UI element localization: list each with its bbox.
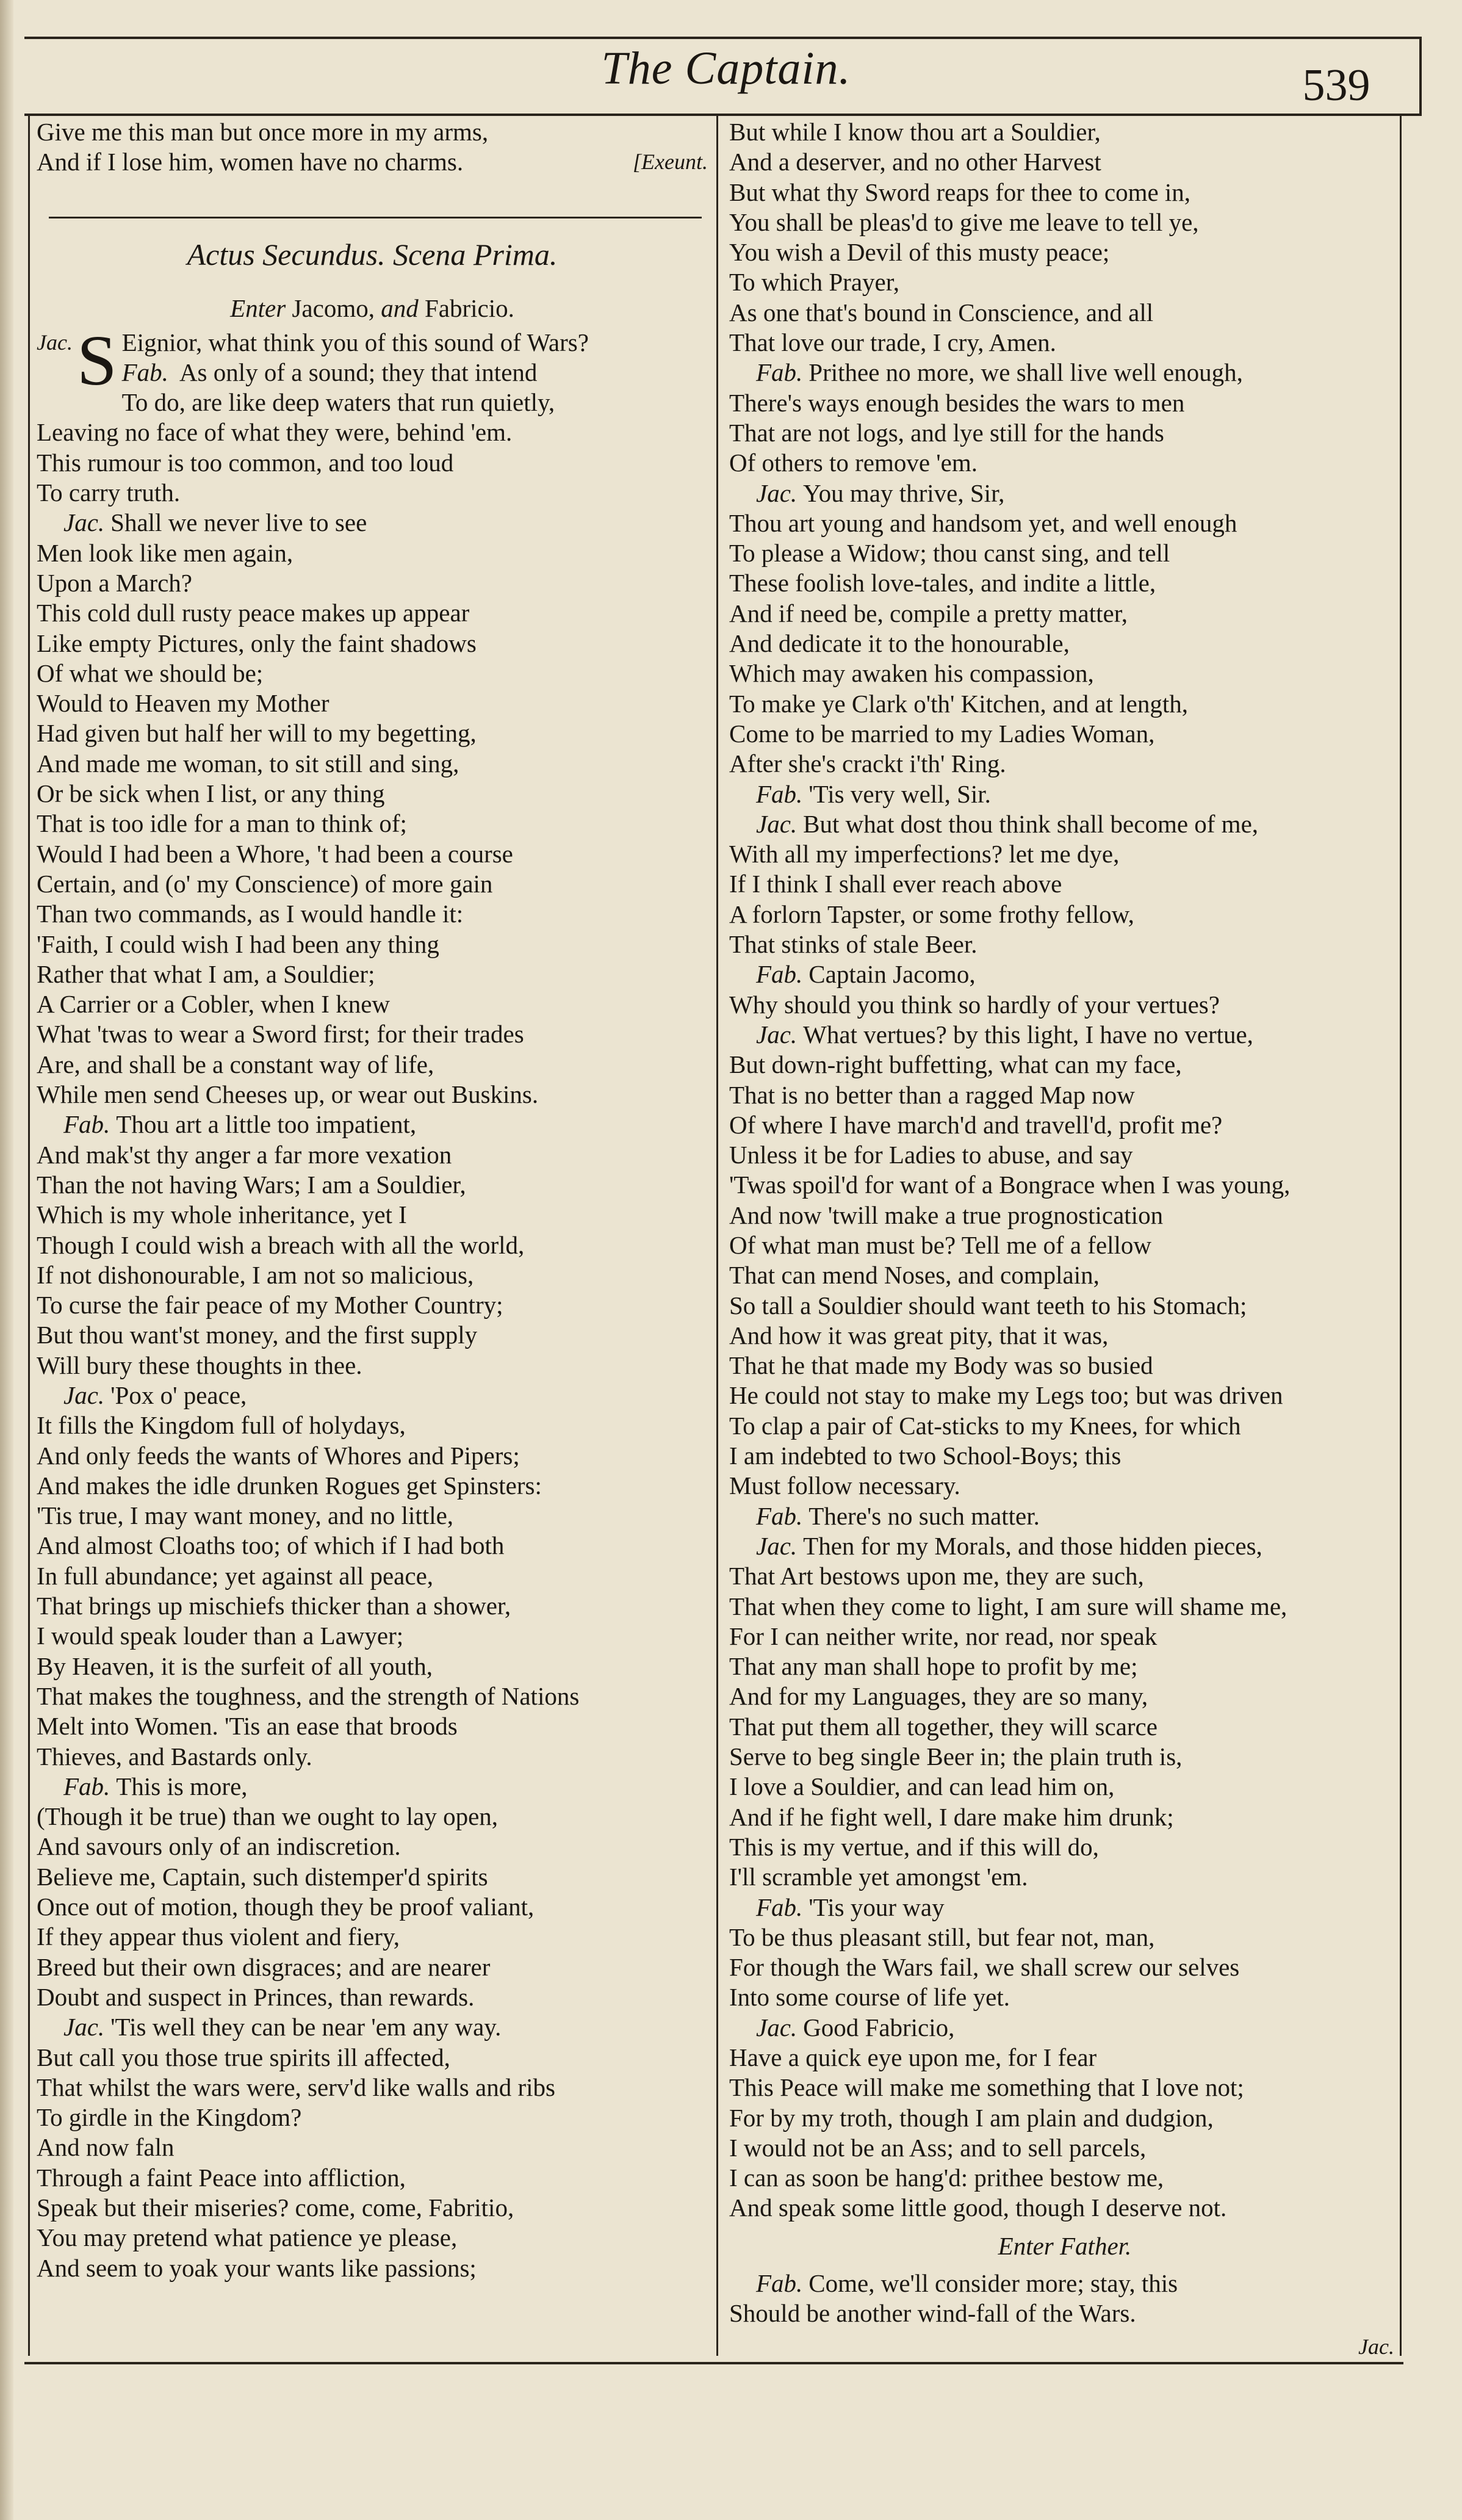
footer-rule (24, 2362, 1403, 2364)
opening-line (37, 147, 708, 177)
verse-line: Though I could wish a breach with all the world, (37, 1230, 525, 1259)
verse-line: Of others to remove 'em. (729, 449, 978, 477)
verse-line: That makes the toughness, and the strength of Nations (37, 1681, 580, 1710)
right-verse-lines (729, 117, 1400, 2328)
verse-line: Would I had been a Whore, 't had been a course (37, 839, 513, 868)
opening-line: Give me this man but once more in my arms, (37, 118, 489, 146)
verse-line: Will bury these thoughts in thee. (37, 1351, 362, 1379)
column-divider-rule (716, 116, 718, 2356)
verse-line: That can mend Noses, and complain, (729, 1261, 1100, 1290)
speaker-tag: Jac. (63, 1381, 105, 1409)
verse-line: To clap a pair of Cat-sticks to my Knees, for which (729, 1411, 1241, 1440)
verse-line: If not dishonourable, I am not so malicious, (37, 1260, 474, 1289)
verse-line: (Though it be true) than we ought to lay open, (37, 1802, 499, 1831)
verse-line: So tall a Souldier should want teeth to his Stomach; (729, 1291, 1247, 1320)
verse-line: Thou art young and handsom yet, and well enough (729, 508, 1237, 537)
verse-line: To be thus pleasant still, but fear not, man, (729, 1922, 1155, 1951)
verse-line: This is my vertue, and if this will do, (729, 1832, 1099, 1861)
verse-line (729, 809, 1400, 839)
verse-line: Come to be married to my Ladies Woman, (729, 719, 1155, 748)
verse-line (37, 1772, 708, 1802)
verse-line: What 'twas to wear a Sword first; for their trades (37, 1020, 524, 1049)
verse-line: While men send Cheeses up, or wear out Buskins. (37, 1080, 539, 1109)
verse-line: Doubt and suspect in Princes, than rewards. (37, 1982, 475, 2011)
verse-line: Should be another wind-fall of the Wars. (729, 2299, 1136, 2328)
verse-line (37, 1381, 708, 1410)
verse-text: Prithee no more, we shall live well enough, (808, 358, 1243, 387)
speaker-tag: Fab. (63, 1110, 110, 1139)
verse-line: And savours only of an indiscretion. (37, 1832, 401, 1861)
verse-line: Than the not having Wars; I am a Souldier, (37, 1170, 466, 1199)
verse-line (729, 959, 1400, 989)
verse-line: I can as soon be hang'd: prithee bestow me, (729, 2164, 1164, 2192)
verse-line: It fills the Kingdom full of holydays, (37, 1411, 406, 1440)
verse-line (37, 1110, 708, 1139)
verse-line: Certain, and (o' my Conscience) of more gain (37, 869, 493, 898)
verse-line: And for my Languages, they are so many, (729, 1682, 1148, 1711)
speaker-tag: Fab. (756, 2269, 803, 2297)
verse-line: Would to Heaven my Mother (37, 689, 329, 718)
running-title: The Captain. (601, 43, 851, 94)
verse-line: Than two commands, as I would handle it: (37, 900, 464, 928)
verse-line: That Art bestows upon me, they are such, (729, 1562, 1144, 1590)
verse-line: Like empty Pictures, only the faint shadows (37, 629, 477, 657)
verse-text: As only of a sound; they that intend (179, 358, 538, 386)
spacer (37, 178, 708, 220)
verse-line: That whilst the wars were, serv'd like walls and ribs (37, 2073, 555, 2101)
drop-capital: S (77, 320, 117, 400)
verse-line: If they appear thus violent and fiery, (37, 1922, 400, 1951)
header-right-rule (1419, 37, 1422, 116)
verse-line: And dedicate it to the honourable, (729, 629, 1070, 658)
verse-line: You shall be pleas'd to give me leave to tell ye, (729, 208, 1199, 236)
verse-line: That is no better than a ragged Map now (729, 1080, 1135, 1109)
verse-line: That put them all together, they will scarce (729, 1712, 1158, 1741)
verse-line: To please a Widow; thou canst sing, and tell (729, 539, 1170, 568)
verse-line: A forlorn Tapster, or some frothy fellow, (729, 900, 1134, 928)
verse-line: To curse the fair peace of my Mother Country; (37, 1291, 503, 1320)
character-name: Fabricio. (424, 294, 514, 322)
verse-line: But thou want'st money, and the first supply (37, 1321, 478, 1349)
character-name: Jacomo, (292, 294, 375, 322)
verse-line: Thieves, and Bastards only. (37, 1742, 312, 1771)
speaker-tag: Jac. (756, 478, 798, 507)
verse-line: And mak'st thy anger a far more vexation (37, 1140, 452, 1169)
speaker-tag: Fab. (756, 1893, 803, 1921)
verse-text: This is more, (116, 1772, 248, 1800)
verse-line: Must follow necessary. (729, 1471, 960, 1500)
verse-line (729, 478, 1400, 508)
verse-text: Shall we never live to see (110, 508, 367, 537)
entrance-direction (37, 289, 708, 328)
verse-text: Then for my Morals, and those hidden pieces, (803, 1531, 1262, 1560)
header-bottom-rule (24, 114, 1422, 116)
speaker-tag: Fab. (756, 1501, 803, 1530)
verse-line: Rather that what I am, a Souldier; (37, 959, 375, 988)
verse-line: Melt into Women. 'Tis an ease that broods (37, 1712, 458, 1741)
verse-line: And only feeds the wants of Whores and Pipers; (37, 1441, 520, 1470)
verse-line: And if need be, compile a pretty matter, (729, 599, 1128, 627)
verse-line: Eignior, what think you of this sound of Wars? (121, 328, 589, 356)
verse-line: With all my imperfections? let me dye, (729, 840, 1120, 868)
enter-word: Enter (230, 294, 286, 322)
verse-line: To carry truth. (37, 478, 181, 507)
speaker-tag: Jac. (756, 1531, 798, 1560)
verse-line: For though the Wars fail, we shall screw our selves (729, 1953, 1240, 1982)
verse-text: Good Fabricio, (803, 2013, 955, 2042)
speaker-tag: Fab. (63, 1772, 110, 1800)
verse-line: To make ye Clark o'th' Kitchen, and at length, (729, 689, 1188, 718)
opening-line-text: And if I lose him, women have no charms. (37, 148, 464, 176)
verse-line: I would not be an Ass; and to sell parcels, (729, 2133, 1147, 2162)
verse-line: That are not logs, and lye still for the hands (729, 418, 1164, 447)
verse-line: That any man shall hope to profit by me; (729, 1652, 1138, 1681)
verse-line (729, 358, 1400, 388)
verse-line (729, 2013, 1400, 2043)
verse-line: Serve to beg single Beer in; the plain truth is, (729, 1742, 1183, 1771)
verse-line: I am indebted to two School-Boys; this (729, 1442, 1122, 1470)
verse-line (729, 2269, 1400, 2298)
verse-line: 'Faith, I could wish I had been any thing (37, 930, 439, 958)
right-column (729, 117, 1400, 2328)
verse-line: Which may awaken his compassion, (729, 659, 1094, 688)
verse-line: And speak some little good, though I deserve not. (729, 2193, 1227, 2222)
verse-text: Come, we'll consider more; stay, this (808, 2269, 1178, 2297)
verse-line: And now faln (37, 2133, 175, 2162)
verse-line: This Peace will make me something that I love not; (729, 2073, 1244, 2102)
speaker-tag: Fab. (756, 358, 803, 387)
speaker-tag: Fab. (756, 779, 803, 808)
verse-line: Speak but their miseries? come, come, Fabritio, (37, 2193, 514, 2222)
verse-line (729, 1893, 1400, 1922)
verse-line: And made me woman, to sit still and sing, (37, 749, 459, 778)
verse-line: To which Prayer, (729, 268, 899, 297)
verse-line: You may pretend what patience ye please, (37, 2223, 458, 2252)
verse-text: What vertues? by this light, I have no vertue, (803, 1020, 1253, 1049)
verse-line: Or be sick when I list, or any thing (37, 779, 385, 808)
left-border-rule (28, 116, 30, 2356)
verse-line: To do, are like deep waters that run quietly, (121, 388, 555, 417)
verse-text: 'Tis your way (808, 1893, 945, 1921)
verse-line: Have a quick eye upon me, for I fear (729, 2043, 1097, 2071)
catchword: Jac. (1358, 2334, 1394, 2359)
verse-line: I would speak louder than a Lawyer; (37, 1622, 404, 1650)
exeunt-direction: [Exeunt. (633, 150, 708, 175)
verse-line (729, 779, 1400, 809)
verse-line: You wish a Devil of this musty peace; (729, 238, 1110, 267)
verse-line: Of what we should be; (37, 659, 264, 687)
verse-line: Are, and shall be a constant way of life, (37, 1050, 434, 1078)
verse-line: That brings up mischiefs thicker than a shower, (37, 1592, 511, 1620)
verse-line: That love our trade, I cry, Amen. (729, 328, 1056, 357)
verse-line: That he that made my Body was so busied (729, 1351, 1153, 1380)
verse-line: By Heaven, it is the surfeit of all youth, (37, 1652, 433, 1680)
speaker-tag: Jac. (756, 809, 798, 838)
verse-line: That is too idle for a man to think of; (37, 809, 407, 838)
verse-text: 'Pox o' peace, (110, 1381, 247, 1409)
page-number: 539 (1302, 60, 1370, 110)
verse-line: For I can neither write, nor read, nor speak (729, 1622, 1158, 1650)
verse-text: 'Tis well they can be near 'em any way. (110, 2013, 502, 2042)
verse-line: Into some course of life yet. (729, 1983, 1010, 2012)
verse-line: And a deserver, and no other Harvest (729, 148, 1101, 176)
verse-line: And how it was great pity, that it was, (729, 1321, 1109, 1349)
verse-line: To girdle in the Kingdom? (37, 2103, 302, 2132)
verse-line: Of what man must be? Tell me of a fellow (729, 1230, 1152, 1259)
verse-line: He could not stay to make my Legs too; but was driven (729, 1381, 1283, 1410)
verse-line: That stinks of stale Beer. (729, 930, 978, 959)
verse-line: 'Twas spoil'd for want of a Bongrace when I was young, (729, 1171, 1291, 1199)
verse-line: Of where I have march'd and travell'd, profit me? (729, 1110, 1223, 1139)
verse-line: Unless it be for Ladies to abuse, and say (729, 1141, 1133, 1169)
verse-line: And now 'twill make a true prognostication (729, 1200, 1164, 1229)
verse-line: Had given but half her will to my begetting, (37, 719, 477, 748)
verse-line: But call you those true spirits ill affected, (37, 2043, 450, 2071)
verse-line: Men look like men again, (37, 538, 293, 567)
verse-line: 'Tis true, I may want money, and no little, (37, 1501, 454, 1530)
verse-line: As one that's bound in Conscience, and all (729, 298, 1154, 327)
first-speech (37, 320, 708, 400)
verse-text: You may thrive, Sir, (803, 478, 1005, 507)
verse-line: And seem to yoak your wants like passions; (37, 2253, 477, 2282)
verse-line: Why should you think so hardly of your vertues? (729, 990, 1220, 1019)
act-scene-heading: Actus Secundus. Scena Prima. (187, 237, 558, 272)
verse-line: This cold dull rusty peace makes up appear (37, 599, 470, 627)
verse-line (37, 2012, 708, 2042)
stage-direction: Enter Father. (998, 2231, 1132, 2260)
speaker-tag: Jac. (756, 2013, 798, 2042)
verse-line (729, 1531, 1400, 1561)
verse-text: Thou art a little too impatient, (116, 1110, 417, 1139)
verse-line: But down-right buffetting, what can my face, (729, 1050, 1182, 1079)
verse-line (37, 508, 708, 538)
verse-line: In full abundance; yet against all peace, (37, 1561, 434, 1590)
speaker-tag: Jac. (63, 508, 105, 537)
verse-line: A Carrier or a Cobler, when I knew (37, 990, 391, 1019)
verse-line: Upon a March? (37, 568, 193, 597)
verse-line: But while I know thou art a Souldier, (729, 118, 1101, 146)
verse-line: And almost Cloaths too; of which if I had both (37, 1531, 505, 1560)
verse-line: I'll scramble yet amongst 'em. (729, 1863, 1028, 1891)
verse-line (729, 1020, 1400, 1050)
verse-line: These foolish love-tales, and indite a little, (729, 569, 1156, 598)
speaker-tag: Fab. (756, 960, 803, 989)
verse-line: After she's crackt i'th' Ring. (729, 749, 1006, 778)
verse-line: Once out of motion, though they be proof valiant, (37, 1893, 535, 1921)
verse-line: And makes the idle drunken Rogues get Spinsters: (37, 1471, 542, 1500)
speaker-tag: Jac. (37, 330, 73, 355)
verse-line: This rumour is too common, and too loud (37, 448, 454, 477)
verse-line: But what thy Sword reaps for thee to come in, (729, 178, 1191, 206)
verse-line (37, 358, 708, 388)
and-word: and (381, 294, 419, 322)
speaker-tag: Jac. (756, 1020, 798, 1049)
verse-line: Leaving no face of what they were, behind 'em. (37, 418, 513, 447)
left-verse-lines (37, 388, 708, 2283)
left-column (37, 117, 708, 2283)
verse-text: But what dost thou think shall become of me, (803, 809, 1259, 838)
verse-text: There's no such matter. (808, 1501, 1040, 1530)
verse-line (729, 1501, 1400, 1531)
verse-line: If I think I shall ever reach above (729, 870, 1062, 898)
verse-line: For by my troth, though I am plain and dudgion, (729, 2103, 1214, 2132)
verse-line: That when they come to light, I am sure will shame me, (729, 1592, 1287, 1620)
speaker-tag: Fab. (121, 358, 168, 386)
speaker-tag: Jac. (63, 2013, 105, 2042)
verse-line: Believe me, Captain, such distemper'd spirits (37, 1862, 488, 1891)
page-edge-shadow (0, 0, 13, 2520)
verse-line: There's ways enough besides the wars to men (729, 388, 1185, 417)
verse-text: Captain Jacomo, (808, 960, 976, 989)
verse-text: 'Tis very well, Sir. (808, 779, 991, 808)
verse-line: Breed but their own disgraces; and are nearer (37, 1952, 491, 1981)
verse-line: Through a faint Peace into affliction, (37, 2163, 406, 2192)
verse-line: And if he fight well, I dare make him drunk; (729, 1802, 1174, 1831)
verse-line: Which is my whole inheritance, yet I (37, 1200, 407, 1229)
verse-line: I love a Souldier, and can lead him on, (729, 1772, 1115, 1801)
